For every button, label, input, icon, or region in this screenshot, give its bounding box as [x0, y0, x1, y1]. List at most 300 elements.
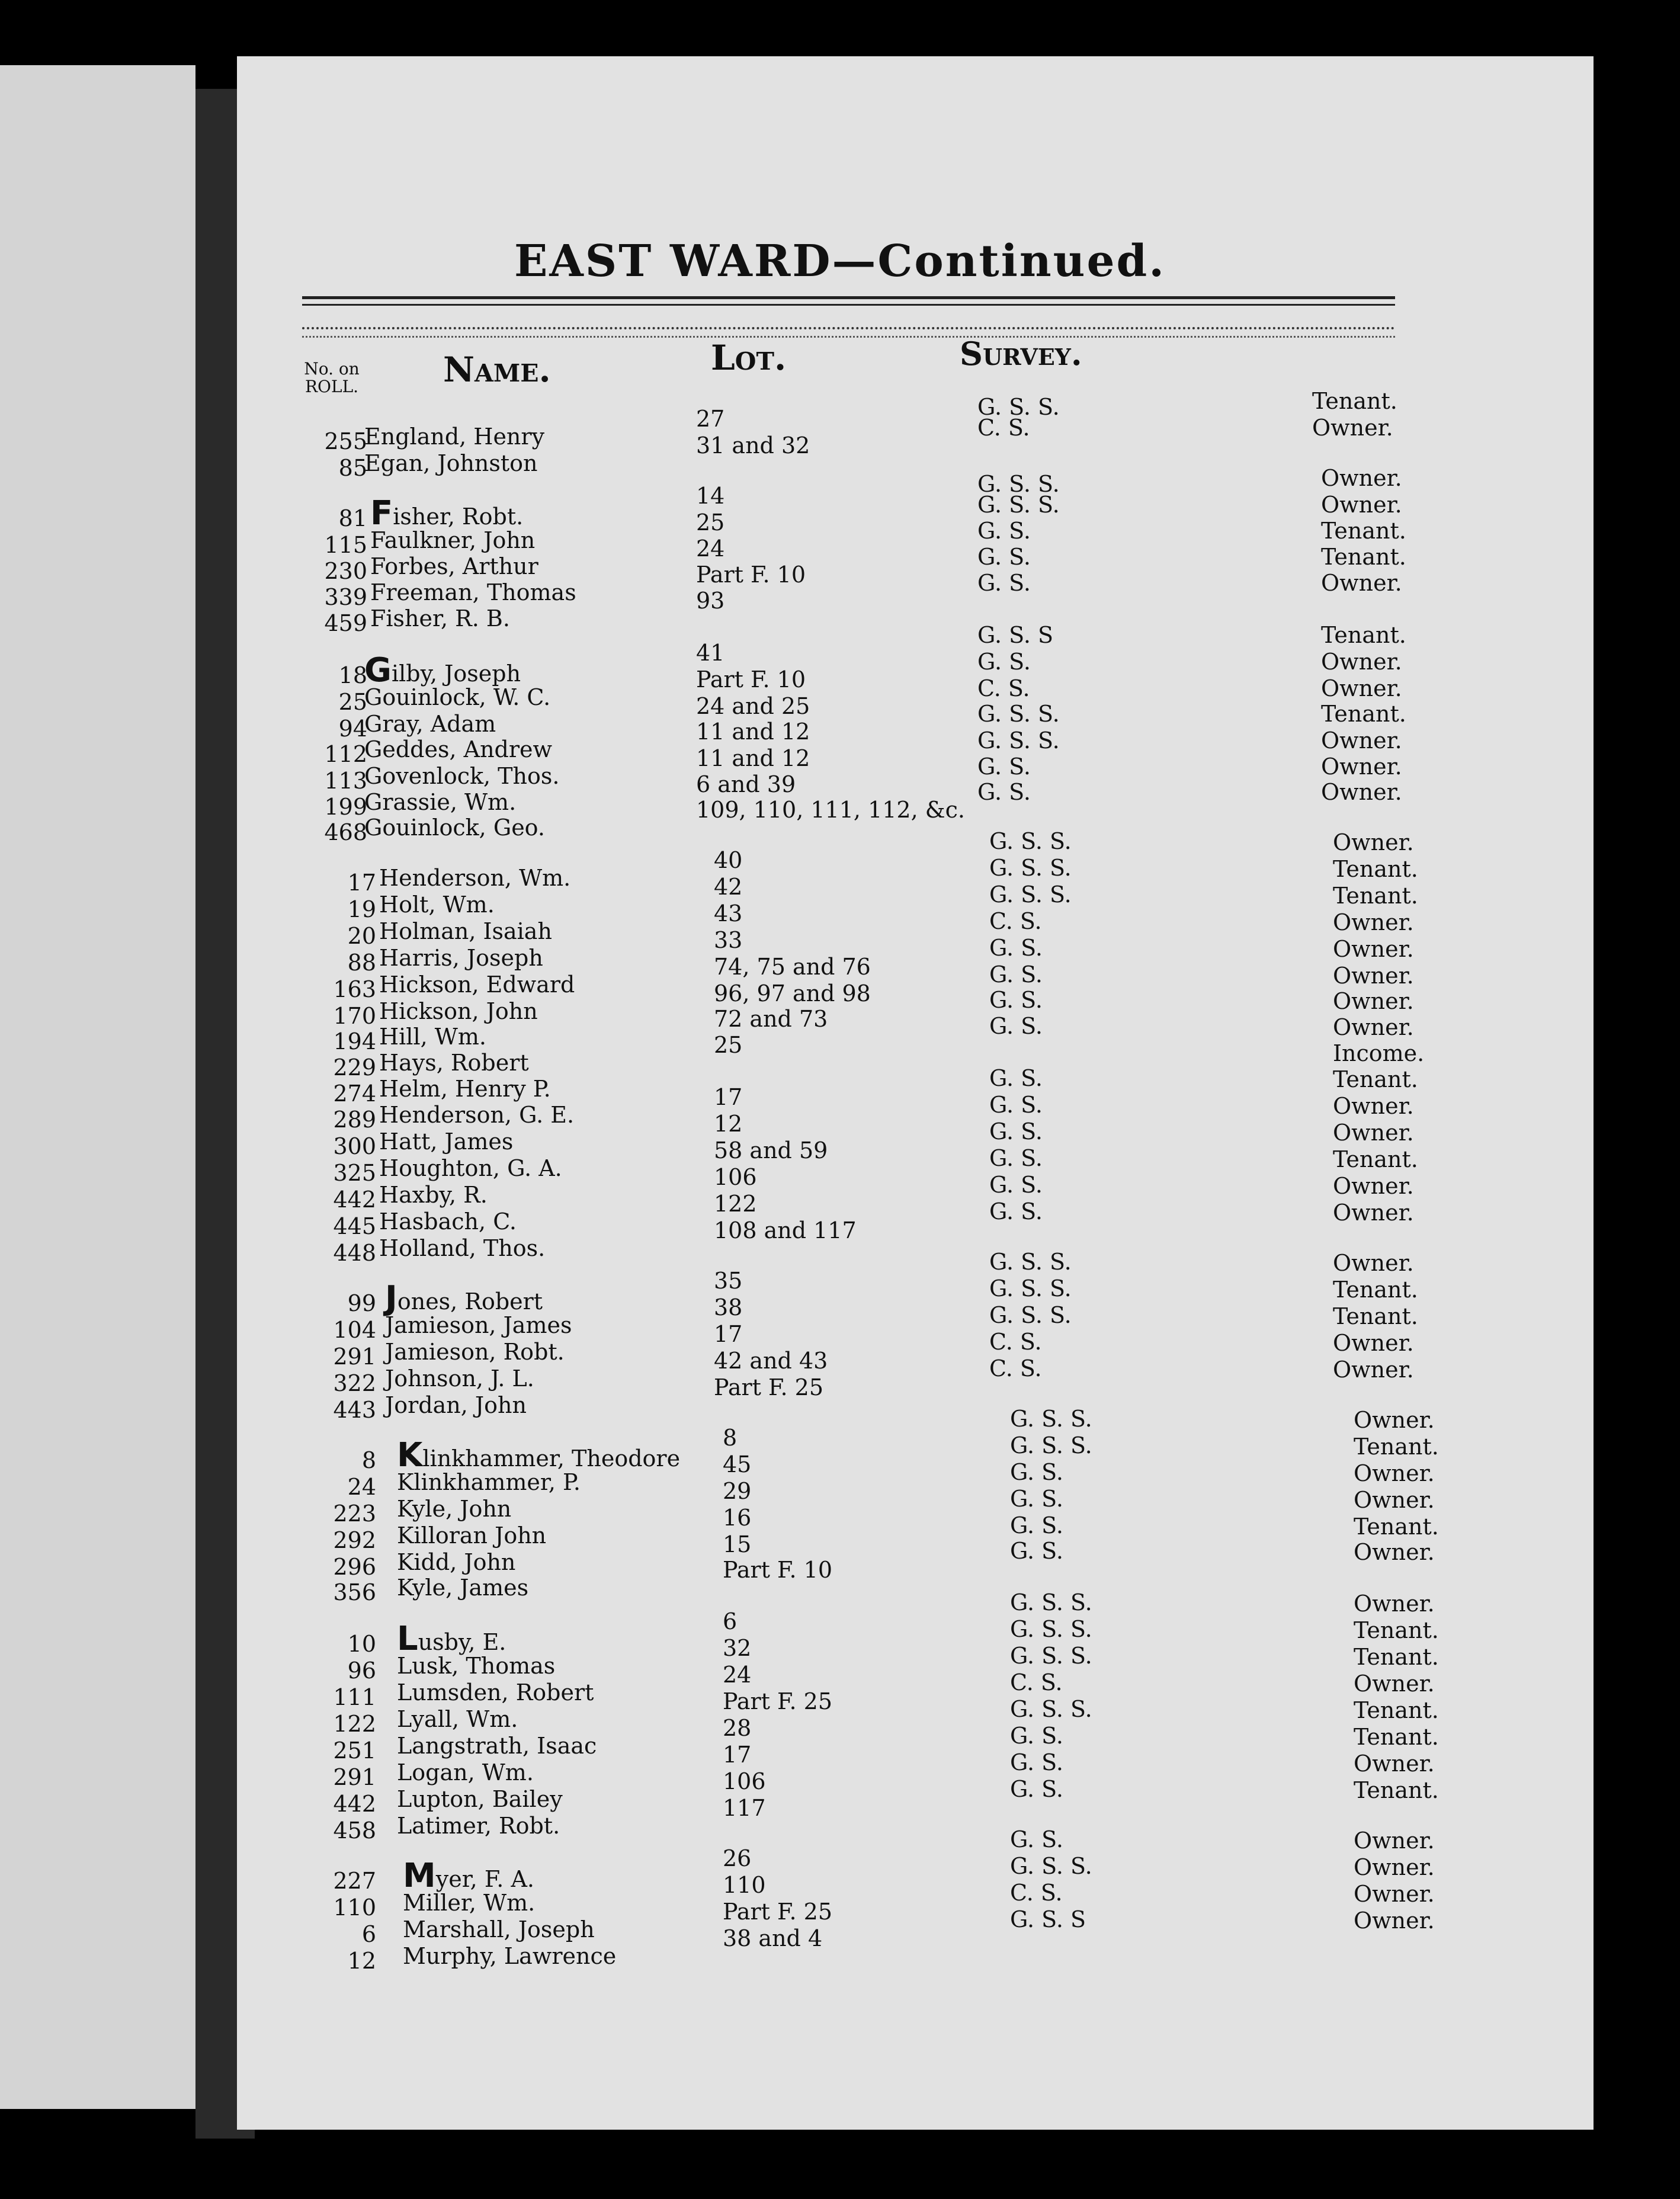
survey-value: C. S. — [989, 1329, 1042, 1355]
section-initial: L — [397, 1620, 418, 1658]
roll-number: 227 — [333, 1868, 376, 1894]
elector-name-text: Henderson, G. E. — [379, 1102, 575, 1128]
roll-number: 8 — [361, 1447, 376, 1473]
elector-name — [364, 424, 544, 450]
survey-value: C. S. — [989, 908, 1042, 934]
elector-name — [397, 1759, 534, 1786]
roll-number: 223 — [333, 1501, 376, 1527]
elector-name — [397, 1786, 563, 1812]
elector-name — [379, 1050, 529, 1076]
elector-name-text: England, Henry — [364, 424, 545, 450]
elector-name-text: Gray, Adam — [364, 711, 496, 737]
status-value: Owner. — [1321, 492, 1402, 518]
elector-name — [385, 1312, 572, 1338]
elector-name-text: Latimer, Robt. — [397, 1813, 560, 1839]
title-double-rule — [302, 296, 1395, 306]
lot-value: 6 — [723, 1608, 738, 1634]
lot-value: Part F. 10 — [723, 1557, 832, 1583]
header-survey: Survey. — [960, 335, 1082, 373]
lot-value: Part F. 10 — [696, 562, 806, 588]
survey-value: G. S. — [977, 649, 1031, 675]
elector-name — [397, 1496, 511, 1522]
elector-name — [397, 1733, 597, 1759]
elector-name — [385, 1392, 527, 1418]
status-value: Tenant. — [1321, 518, 1406, 544]
survey-value: G. S. S. — [989, 855, 1072, 881]
elector-name-text: Hatt, James — [379, 1129, 514, 1155]
roll-number: 94 — [338, 716, 367, 742]
lot-value: 58 and 59 — [714, 1137, 828, 1163]
status-value: Owner. — [1354, 1407, 1435, 1433]
roll-number: 442 — [333, 1791, 376, 1817]
title-dotted-rule-2 — [302, 336, 1395, 338]
status-value: Tenant. — [1333, 1303, 1418, 1329]
elector-name-text: Hickson, John — [379, 998, 538, 1024]
status-value: Owner. — [1321, 675, 1402, 701]
lot-value: 72 and 73 — [714, 1006, 828, 1032]
roll-number: 296 — [333, 1554, 376, 1580]
status-value: Tenant. — [1333, 1146, 1418, 1172]
survey-value: G. S. — [989, 1172, 1043, 1198]
status-value: Tenant. — [1354, 1697, 1439, 1723]
roll-number: 122 — [333, 1711, 376, 1737]
roll-number: 291 — [333, 1764, 376, 1790]
roll-number: 88 — [347, 950, 376, 976]
lot-value: 42 — [714, 874, 743, 900]
roll-number: 255 — [324, 428, 367, 454]
survey-value: G. S. — [977, 779, 1031, 805]
elector-name-text: Lumsden, Robert — [397, 1679, 594, 1706]
roll-number: 112 — [324, 741, 367, 767]
lot-value: 25 — [696, 509, 725, 536]
elector-name — [370, 527, 535, 553]
roll-number: 458 — [333, 1817, 376, 1844]
roll-number: 113 — [324, 768, 367, 794]
survey-value: G. S. — [977, 754, 1031, 780]
survey-value: G. S. — [989, 961, 1043, 988]
elector-name-text: ilby, Joseph — [391, 661, 521, 687]
lot-value: 25 — [714, 1032, 743, 1058]
elector-name-text: Johnson, J. L. — [385, 1365, 534, 1392]
elector-name-text: Hasbach, C. — [379, 1209, 517, 1235]
elector-name — [397, 1575, 528, 1601]
roll-number: 251 — [333, 1738, 376, 1764]
lot-value: 15 — [723, 1531, 752, 1557]
elector-name — [370, 579, 576, 605]
elector-name — [379, 865, 570, 891]
survey-value: G. S. S. — [977, 471, 1060, 497]
lot-value: 43 — [714, 900, 743, 927]
survey-value: G. S. — [989, 1013, 1043, 1039]
elector-name — [397, 1813, 560, 1839]
status-value: Owner. — [1333, 909, 1414, 935]
survey-value: G. S. — [989, 1145, 1043, 1171]
elector-name-text: Freeman, Thomas — [370, 579, 576, 605]
survey-value: G. S. S. — [1010, 1616, 1092, 1642]
lot-value: 24 and 25 — [696, 693, 810, 719]
survey-value: C. S. — [977, 675, 1030, 701]
survey-value: G. S. S. — [1010, 1406, 1092, 1432]
roll-number: 110 — [333, 1895, 376, 1921]
survey-value: G. S. S. — [1010, 1696, 1092, 1722]
survey-value: G. S. — [989, 935, 1043, 961]
header-no-line2: ROLL. — [304, 377, 359, 396]
survey-value: C. S. — [1010, 1880, 1063, 1906]
lot-value: 26 — [723, 1845, 752, 1871]
status-value: Owner. — [1333, 1330, 1414, 1356]
roll-number: 85 — [338, 455, 367, 481]
section-initial: F — [370, 494, 393, 533]
lot-value: 106 — [723, 1768, 766, 1794]
survey-value: G. S. — [977, 570, 1031, 596]
roll-number: 445 — [333, 1213, 376, 1239]
elector-name — [403, 1890, 535, 1916]
lot-value: 24 — [723, 1662, 752, 1688]
left-page-edge — [0, 65, 195, 2109]
elector-name — [397, 1469, 581, 1495]
status-value: Tenant. — [1354, 1777, 1439, 1803]
elector-name — [379, 1209, 517, 1235]
elector-name — [364, 651, 521, 690]
lot-value: Part F. 25 — [723, 1899, 832, 1925]
elector-name — [364, 815, 545, 841]
roll-number: 325 — [333, 1160, 376, 1186]
lot-value: 41 — [696, 640, 725, 666]
lot-value: 24 — [696, 536, 725, 562]
roll-number: 291 — [333, 1344, 376, 1370]
status-value: Tenant. — [1312, 388, 1397, 414]
roll-number: 468 — [324, 819, 367, 845]
lot-value: 8 — [723, 1425, 738, 1451]
lot-value: 14 — [696, 483, 725, 509]
roll-number: 194 — [333, 1028, 376, 1054]
page-title: EAST WARD—Continued. — [514, 236, 1166, 287]
roll-number: 170 — [333, 1003, 376, 1029]
elector-name — [364, 763, 559, 789]
roll-number: 96 — [347, 1658, 376, 1684]
survey-value: G. S. S. — [1010, 1643, 1092, 1669]
lot-value: 17 — [723, 1742, 752, 1768]
elector-name — [364, 711, 496, 737]
elector-name — [370, 494, 524, 533]
status-value: Owner. — [1333, 936, 1414, 962]
section-initial: M — [403, 1857, 436, 1895]
roll-number: 17 — [347, 870, 376, 896]
survey-value: G. S. — [989, 1198, 1043, 1224]
status-value: Owner. — [1333, 1250, 1414, 1276]
lot-value: 31 and 32 — [696, 432, 810, 459]
roll-number: 24 — [347, 1474, 376, 1500]
survey-value: G. S. S. — [1010, 1853, 1092, 1879]
elector-name-text: Hill, Wm. — [379, 1024, 486, 1050]
survey-value: G. S. S. — [989, 1275, 1072, 1302]
survey-value: G. S. — [977, 518, 1031, 544]
status-value: Owner. — [1333, 963, 1414, 989]
elector-name-text: Marshall, Joseph — [403, 1916, 595, 1942]
survey-value: G. S. S. — [977, 492, 1060, 518]
survey-value: G. S. S. — [989, 828, 1072, 854]
lot-value: Part F. 25 — [714, 1374, 823, 1400]
roll-number: 25 — [338, 689, 367, 715]
elector-name-text: Faulkner, John — [370, 527, 536, 553]
status-value: Tenant. — [1321, 622, 1406, 648]
lot-value: 110 — [723, 1872, 766, 1898]
lot-value: Part F. 10 — [696, 666, 806, 693]
roll-number: 10 — [347, 1631, 376, 1657]
status-value: Owner. — [1333, 1093, 1414, 1119]
elector-name — [379, 918, 552, 944]
status-value: Owner. — [1333, 1120, 1414, 1146]
elector-name-text: Murphy, Lawrence — [403, 1943, 617, 1969]
elector-name-text: Hays, Robert — [379, 1050, 529, 1076]
status-value: Owner. — [1333, 829, 1414, 855]
elector-name — [403, 1943, 616, 1969]
lot-value: 122 — [714, 1191, 757, 1217]
elector-name-text: Haxby, R. — [379, 1182, 488, 1208]
survey-value: G. S. S. — [1010, 1432, 1092, 1458]
lot-value: 32 — [723, 1635, 752, 1661]
elector-name-text: isher, Robt. — [393, 504, 524, 530]
survey-value: G. S. — [989, 1065, 1043, 1091]
lot-value: 35 — [714, 1268, 743, 1294]
elector-name — [397, 1679, 594, 1706]
header-lot: Lot. — [711, 338, 787, 378]
status-value: Tenant. — [1321, 701, 1406, 727]
lot-value: 42 and 43 — [714, 1348, 828, 1374]
elector-name — [397, 1522, 546, 1549]
survey-value: C. S. — [989, 1355, 1042, 1381]
lot-value: 33 — [714, 927, 743, 953]
survey-value: G. S. S. — [989, 881, 1072, 908]
roll-number: 163 — [333, 976, 376, 1002]
elector-name-text: Holt, Wm. — [379, 892, 495, 918]
survey-value: G. S. — [1010, 1459, 1063, 1485]
status-value: Tenant. — [1354, 1434, 1439, 1460]
status-value: Owner. — [1333, 1014, 1414, 1040]
title-dotted-rule — [302, 327, 1395, 329]
lot-value: 38 and 4 — [723, 1925, 823, 1951]
survey-value: G. S. — [1010, 1776, 1063, 1802]
roll-number: 99 — [347, 1290, 376, 1316]
elector-name — [385, 1339, 565, 1365]
status-value: Owner. — [1354, 1671, 1435, 1697]
roll-number: 322 — [333, 1370, 376, 1396]
roll-number: 339 — [324, 584, 367, 610]
elector-name-text: Killoran John — [397, 1522, 547, 1549]
roll-number: 448 — [333, 1240, 376, 1266]
lot-value: 74, 75 and 76 — [714, 954, 871, 980]
status-value: Tenant. — [1354, 1617, 1439, 1643]
elector-name-text: Hickson, Edward — [379, 972, 575, 998]
survey-value: C. S. — [977, 415, 1030, 441]
elector-name-text: Kyle, James — [397, 1575, 529, 1601]
elector-name-text: Logan, Wm. — [397, 1759, 534, 1786]
elector-name-text: usby, E. — [418, 1629, 506, 1655]
status-value: Tenant. — [1333, 856, 1418, 882]
elector-name — [364, 684, 550, 710]
lot-value: 11 and 12 — [696, 719, 810, 745]
status-value: Owner. — [1354, 1881, 1435, 1907]
status-value: Owner. — [1333, 1357, 1414, 1383]
elector-name-text: Houghton, G. A. — [379, 1155, 562, 1181]
header-name: Name. — [443, 350, 551, 390]
status-value: Owner. — [1354, 1908, 1435, 1934]
status-value: Owner. — [1333, 1200, 1414, 1226]
elector-name — [397, 1620, 506, 1658]
elector-name-text: Holman, Isaiah — [379, 918, 552, 944]
lot-value: 17 — [714, 1084, 743, 1110]
elector-name — [364, 450, 538, 476]
roll-number: 292 — [333, 1527, 376, 1553]
elector-name — [397, 1549, 515, 1575]
header-no-line1: No. on — [304, 359, 360, 379]
roll-number: 115 — [324, 532, 367, 558]
elector-name — [364, 736, 552, 762]
elector-name-text: ones, Robert — [397, 1288, 543, 1315]
status-value: Tenant. — [1321, 544, 1406, 570]
status-value: Owner. — [1354, 1539, 1435, 1565]
elector-name — [379, 1235, 545, 1261]
roll-number: 229 — [333, 1054, 376, 1081]
status-value: Tenant. — [1354, 1514, 1439, 1540]
status-value: Owner. — [1321, 779, 1402, 805]
status-value: Tenant. — [1354, 1724, 1439, 1750]
elector-name — [397, 1706, 518, 1732]
elector-name — [403, 1857, 534, 1895]
elector-name-text: Gouinlock, W. C. — [364, 684, 551, 710]
roll-number: 443 — [333, 1397, 376, 1423]
elector-name — [379, 1102, 574, 1128]
elector-name — [379, 1024, 486, 1050]
lot-value: 117 — [723, 1795, 766, 1821]
survey-value: G. S. — [989, 1092, 1043, 1118]
elector-name-text: Holland, Thos. — [379, 1235, 546, 1261]
elector-name-text: Henderson, Wm. — [379, 865, 571, 891]
survey-value: G. S. S. — [1010, 1589, 1092, 1615]
status-value: Owner. — [1354, 1591, 1435, 1617]
elector-name-text: Forbes, Arthur — [370, 553, 538, 579]
elector-name-text: Fisher, R. B. — [370, 605, 510, 632]
elector-name-text: Klinkhammer, P. — [397, 1469, 581, 1495]
header-no-on-roll — [296, 360, 367, 396]
lot-value: 29 — [723, 1478, 752, 1504]
survey-value: G. S. — [1010, 1749, 1063, 1775]
lot-value: 93 — [696, 588, 725, 614]
lot-value: 27 — [696, 406, 725, 432]
lot-value: 17 — [714, 1321, 743, 1347]
survey-value: G. S. — [989, 987, 1043, 1013]
survey-value: G. S. — [1010, 1826, 1063, 1852]
elector-name — [385, 1279, 543, 1318]
lot-value: 40 — [714, 847, 743, 873]
elector-name-text: Langstrath, Isaac — [397, 1733, 597, 1759]
roll-number: 289 — [333, 1107, 376, 1133]
elector-name — [379, 945, 543, 971]
survey-value: G. S. — [1010, 1486, 1063, 1512]
status-value: Owner. — [1321, 649, 1402, 675]
roll-number: 111 — [333, 1684, 376, 1710]
elector-name-text: Grassie, Wm. — [364, 789, 517, 815]
elector-name — [379, 1182, 488, 1208]
lot-value: 45 — [723, 1451, 752, 1477]
roll-number: 18 — [338, 662, 367, 688]
elector-name-text: Kidd, John — [397, 1549, 516, 1575]
roll-number: 104 — [333, 1317, 376, 1343]
status-value: Tenant. — [1333, 883, 1418, 909]
elector-name-text: Lyall, Wm. — [397, 1706, 518, 1732]
elector-name-text: Jamieson, James — [385, 1312, 572, 1338]
status-value: Owner. — [1321, 570, 1402, 596]
survey-value: G. S. — [989, 1118, 1043, 1145]
status-value: Tenant. — [1333, 1066, 1418, 1092]
roll-number: 356 — [333, 1579, 376, 1605]
elector-name-text: Geddes, Andrew — [364, 736, 553, 762]
elector-name — [403, 1916, 595, 1942]
survey-value: G. S. S — [1010, 1906, 1086, 1932]
lot-value: 106 — [714, 1164, 757, 1190]
lot-value: 108 and 117 — [714, 1217, 857, 1243]
status-value: Owner. — [1312, 415, 1393, 441]
elector-name — [370, 553, 538, 579]
section-initial: K — [397, 1436, 423, 1474]
status-value: Owner. — [1333, 988, 1414, 1014]
roll-number: 300 — [333, 1133, 376, 1159]
status-value: Owner. — [1354, 1828, 1435, 1854]
elector-name — [379, 1076, 551, 1102]
status-value: Owner. — [1321, 465, 1402, 491]
lot-value: 28 — [723, 1715, 752, 1741]
section-initial: J — [385, 1279, 397, 1318]
survey-value: G. S. — [1010, 1538, 1063, 1564]
survey-value: G. S. S. — [989, 1302, 1072, 1328]
elector-name-text: Egan, Johnston — [364, 450, 538, 476]
survey-value: G. S. — [1010, 1512, 1063, 1538]
lot-value: 109, 110, 111, 112, &c. — [696, 797, 965, 823]
lot-value: 38 — [714, 1294, 743, 1320]
survey-value: G. S. S. — [977, 727, 1060, 754]
survey-value: G. S. — [1010, 1723, 1063, 1749]
elector-name-text: Jamieson, Robt. — [385, 1339, 565, 1365]
lot-value: 96, 97 and 98 — [714, 980, 871, 1006]
elector-name-text: Lupton, Bailey — [397, 1786, 563, 1812]
survey-value: C. S. — [1010, 1669, 1063, 1695]
elector-name-text: Harris, Joseph — [379, 945, 543, 971]
elector-name-text: Lusk, Thomas — [397, 1653, 556, 1679]
elector-name — [379, 1155, 562, 1181]
elector-name — [379, 972, 575, 998]
elector-name-text: Helm, Henry P. — [379, 1076, 551, 1102]
lot-value: 12 — [714, 1111, 743, 1137]
elector-name — [370, 605, 510, 632]
lot-value: 16 — [723, 1505, 752, 1531]
survey-value: G. S. S. — [977, 701, 1060, 727]
lot-value: 11 and 12 — [696, 745, 810, 771]
status-value: Owner. — [1354, 1854, 1435, 1880]
roll-number: 459 — [324, 610, 367, 636]
survey-value: G. S. S — [977, 622, 1054, 648]
elector-name-text: linkhammer, Theodore — [422, 1445, 681, 1472]
elector-name — [397, 1653, 555, 1679]
elector-name — [397, 1436, 681, 1474]
status-value: Owner. — [1333, 1173, 1414, 1199]
roll-number: 199 — [324, 794, 367, 820]
elector-name — [379, 892, 495, 918]
elector-name-text: yer, F. A. — [435, 1866, 534, 1892]
roll-number: 12 — [347, 1948, 376, 1974]
elector-name — [379, 1129, 513, 1155]
elector-name — [385, 1365, 534, 1392]
roll-number: 19 — [347, 896, 376, 922]
